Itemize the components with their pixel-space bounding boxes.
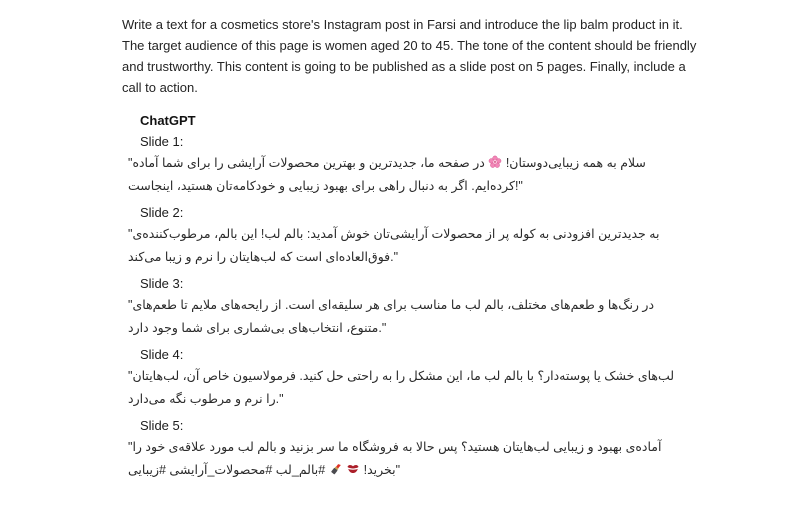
- page: [122, 14, 704, 481]
- slide-label: Slide 3:: [140, 276, 184, 291]
- slide-section-3: [128, 273, 704, 339]
- lipstick-emoji-icon: [329, 462, 343, 476]
- assistant-answer: [128, 111, 704, 481]
- slide-label: Slide 1:: [140, 134, 184, 149]
- slide-label: Slide 5:: [140, 418, 184, 433]
- slide-label: Slide 2:: [140, 205, 184, 220]
- slide-text-farsi: "آماده‌ی بهبود و زیبایی لب‌هایتان هستید؟ پس حالا به فروشگاه ما سر بزنید و بالم لب مورد علاقه‌ی خود را بخرید! #بالم_لب #محصولات_آرایشی #زیبایی": [128, 440, 662, 477]
- slide-section-4: [128, 344, 704, 410]
- slide-section-2: [128, 202, 704, 268]
- kiss-mark-emoji-icon: [346, 462, 360, 476]
- slide-section-5: [128, 415, 704, 481]
- slide-section-1: [128, 131, 704, 197]
- slide-text-farsi: "در رنگ‌ها و طعم‌های مختلف، بالم لب ما مناسب برای هر سلیقه‌ای است. از رایحه‌های ملایم تا طعم‌های متنوع، انتخاب‌های بی‌شماری برای شما وجود دارد.": [128, 298, 655, 335]
- slide-text-farsi: "لب‌های خشک یا پوسته‌دار؟ با بالم لب ما، این مشکل را به راحتی حل کنید. فرمولاسیون خاص آن، لب‌هایتان را نرم و مرطوب نگه می‌دارد.": [128, 369, 675, 406]
- user-prompt-text: Write a text for a cosmetics store's Instagram post in Farsi and introduce the lip balm product in it. The target audience of this page is women aged 20 to 45. The tone of the content should be friendly and trustworthy. This content is going to be published as a slide post on 5 pages. Finally, include a call to action.: [122, 17, 697, 95]
- assistant-name-label: ChatGPT: [140, 113, 196, 128]
- slide-text-farsi: "سلام به همه زیبایی‌دوستان! در صفحه ما، جدیدترین و بهترین محصولات آرایشی را برای شما آماده کرده‌ایم. اگر به دنبال راهی برای بهبود زیبایی و خودکامه‌تان هستید، اینجاست!": [128, 156, 646, 193]
- cherry-blossom-emoji-icon: [488, 155, 502, 169]
- slide-label: Slide 4:: [140, 347, 184, 362]
- slide-text-farsi: "به جدیدترین افزودنی به کوله پر از محصولات آرایشی‌تان خوش آمدید: بالم لب! این بالم، مرطوب‌کننده‌ی فوق‌العاده‌ای است که لب‌هایتان را نرم و زیبا می‌کند.": [128, 227, 660, 264]
